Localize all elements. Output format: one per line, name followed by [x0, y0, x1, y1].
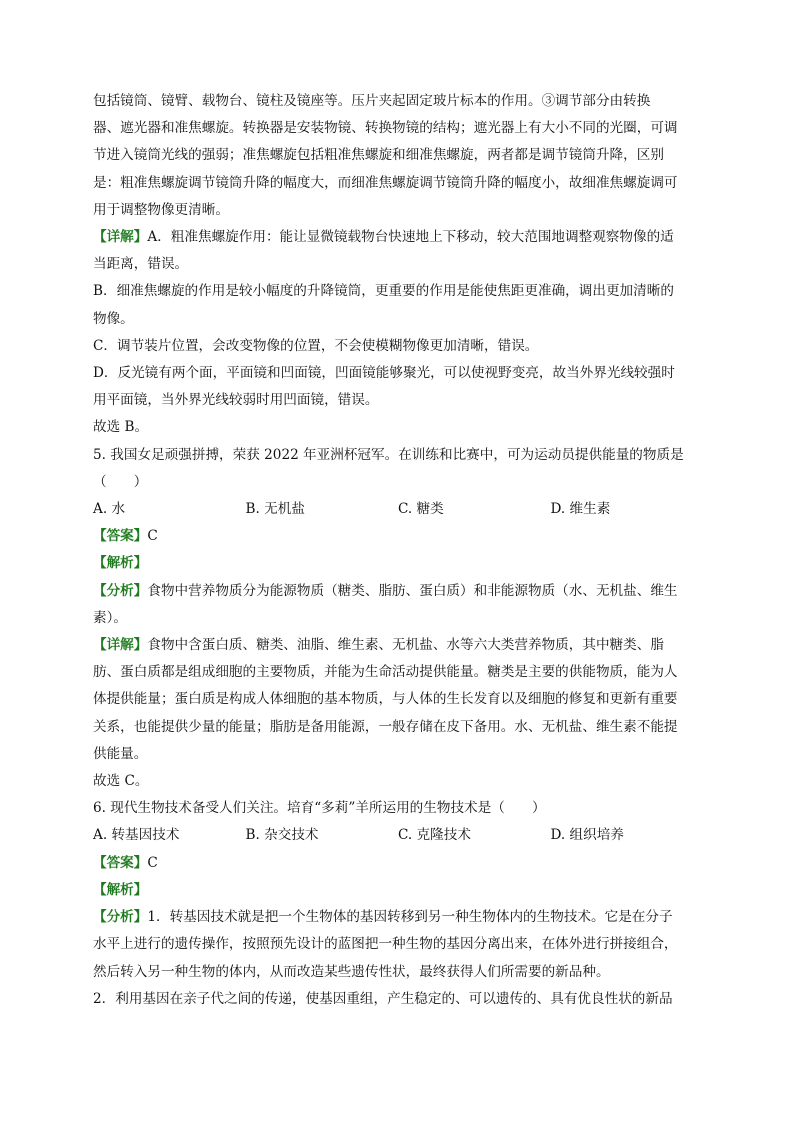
q6-fenxi-3: 然后转入另一种生物的体内，从而改造某些遗传性状，最终获得人们所需要的新品种。 — [93, 963, 610, 980]
q5-answer — [93, 523, 703, 550]
q6-fenxi-4: 2．利用基因在亲子代之间的传递，使基因重组，产生稳定的、可以遗传的、具有优良性状的新品 — [93, 990, 673, 1007]
q6-fenxi-2: 水平上进行的遗传操作，按照预先设计的蓝图把一种生物的基因分离出来，在体外进行拼接组合， — [93, 936, 678, 953]
intro-line-4: 是：粗准焦螺旋调节镜筒升降的幅度大，而细准焦螺旋调节镜筒升降的幅度小，故细准焦螺旋调可 — [93, 174, 678, 191]
q5-option-a: A. 水 — [93, 501, 126, 518]
answer-tag: 【答案】 — [93, 854, 148, 871]
q5-option-b: B. 无机盐 — [245, 501, 305, 518]
q5-fenxi-1-text: 食物中营养物质分为能源物质（糖类、脂肪、蛋白质）和非能源物质（水、无机盐、维生 — [147, 582, 678, 599]
q4-detail-b2: 物像。 — [93, 310, 134, 327]
q6-fenxi-1 — [93, 904, 703, 931]
q5-xiangjie-1 — [93, 632, 703, 659]
q6-analysis — [93, 877, 703, 904]
analysis-tag: 【解析】 — [93, 881, 148, 898]
q4-detail-a1 — [93, 224, 703, 251]
q4-detail-b1: B．细准焦螺旋的作用是较小幅度的升降镜筒，更重要的作用是能使焦距更准确，调出更加清晰的 — [93, 283, 674, 300]
q5-option-c: C. 糖类 — [398, 501, 444, 518]
intro-line-2: 器、遮光器和准焦螺旋。转换器是安装物镜、转换物镜的结构；遮光器上有大小不同的光圈，可调 — [93, 120, 678, 137]
q5-analysis — [93, 550, 703, 577]
q6-option-a: A. 转基因技术 — [93, 827, 180, 844]
q5-xiangjie-4: 关系，也能提供少量的能量；脂肪是备用能源，一般存储在皮下备用。水、无机盐、维生素不能提 — [93, 718, 678, 735]
q6-options — [93, 822, 703, 849]
q4-detail-d1: D．反光镜有两个面，平面镜和凹面镜，凹面镜能够聚光，可以使视野变亮，故当外界光线较强时 — [93, 365, 675, 382]
q5-choose: 故选 C。 — [93, 773, 149, 790]
q6-option-b: B. 杂交技术 — [245, 827, 319, 844]
answer-tag: 【答案】 — [93, 528, 148, 545]
detail-tag: 【详解】 — [93, 229, 148, 246]
q5-xiangjie-5: 供能量。 — [93, 745, 148, 762]
fenxi-tag: 【分析】 — [93, 582, 148, 599]
q5-xiangjie-2: 肪、蛋白质都是组成细胞的主要物质，并能为生命活动提供能量。糖类是主要的供能物质，能为人 — [93, 664, 678, 681]
q5-fenxi-2: 素）。 — [93, 609, 127, 626]
q5-options — [93, 496, 703, 523]
q6-option-c: C. 克隆技术 — [398, 827, 471, 844]
fenxi-tag: 【分析】 — [93, 909, 148, 926]
q6-answer-value: C — [147, 854, 158, 871]
document-page — [93, 88, 703, 1013]
analysis-tag: 【解析】 — [93, 555, 148, 572]
q5-fenxi-1 — [93, 578, 703, 605]
xiangjie-tag: 【详解】 — [93, 637, 148, 654]
q4-detail-c1: C．调节装片位置，会改变物像的位置，不会使模糊物像更加清晰，错误。 — [93, 337, 539, 354]
q4-detail-d2: 用平面镜，当外界光线较弱时用凹面镜，错误。 — [93, 392, 379, 409]
q6-fenxi-1-text: 1．转基因技术就是把一个生物体的基因转移到另一种生物体内的生物技术。它是在分子 — [147, 909, 673, 926]
q6-option-d: D. 组织培养 — [550, 827, 624, 844]
intro-line-5: 用于调整物像更清晰。 — [93, 201, 229, 218]
q6-stem: 6. 现代生物技术备受人们关注。培育“多莉”羊所运用的生物技术是（ ） — [93, 800, 546, 817]
q4-detail-a1-text: A．粗准焦螺旋作用：能让显微镜载物台快速地上下移动，较大范围地调整观察物像的适 — [147, 229, 674, 246]
q4-detail-a2: 当距离，错误。 — [93, 256, 189, 273]
q5-option-d: D. 维生素 — [550, 501, 611, 518]
intro-line-1: 包括镜筒、镜臂、载物台、镜柱及镜座等。压片夹起固定玻片标本的作用。③调节部分由转换 — [93, 93, 651, 109]
q4-choose: 故选 B。 — [93, 419, 149, 436]
q5-xiangjie-1-text: 食物中含蛋白质、糖类、油脂、维生素、无机盐、水等六大类营养物质，其中糖类、脂 — [147, 637, 664, 654]
q5-answer-value: C — [147, 528, 158, 545]
q6-answer — [93, 850, 703, 877]
q5-stem-2: （ ） — [93, 473, 148, 490]
q5-stem-1: 5. 我国女足顽强拼搏，荣获 2022 年亚洲杯冠军。在训练和比赛中，可为运动员提供能量的物质是 — [93, 446, 684, 463]
intro-line-3: 节进入镜筒光线的强弱；准焦螺旋包括粗准焦螺旋和细准焦螺旋，两者都是调节镜筒升降，区别 — [93, 147, 664, 164]
q5-xiangjie-3: 体提供能量；蛋白质是构成人体细胞的基本物质，与人体的生长发育以及细胞的修复和更新有重要 — [93, 691, 678, 708]
